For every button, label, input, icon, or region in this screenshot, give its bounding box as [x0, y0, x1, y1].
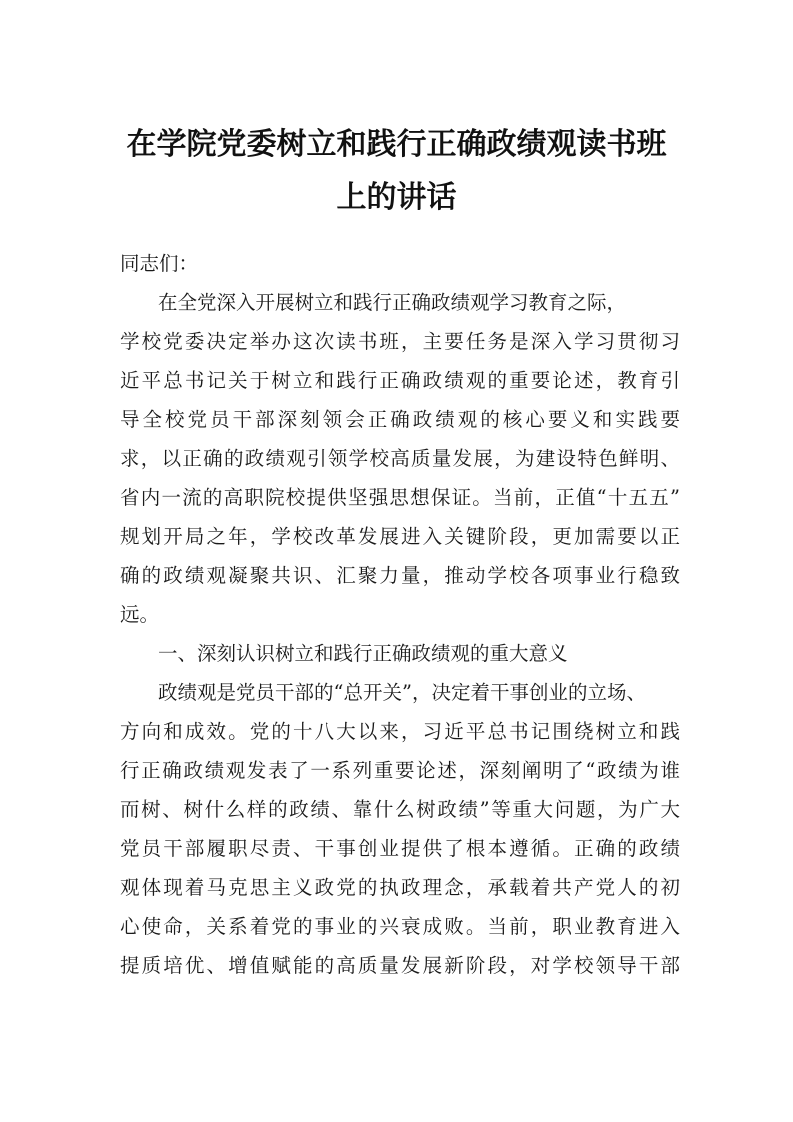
- paragraph-2-line-5: 党员干部履职尽责、干事创业提供了根本遵循。正确的政绩: [120, 837, 680, 860]
- paragraph-1-line-8: 确的政绩观凝聚共识、汇聚力量，推动学校各项事业行稳致: [120, 564, 680, 587]
- document-body: [120, 244, 680, 985]
- paragraph-1-line-1: 在全党深入开展树立和践行正确政绩观学习教育之际，: [158, 291, 627, 314]
- paragraph-1-line-5: 求，以正确的政绩观引领学校高质量发展，为建设特色鲜明、: [120, 447, 680, 470]
- title-line-1: 在学院党委树立和践行正确政绩观读书班: [126, 127, 667, 162]
- paragraph-2-line-8: 提质培优、增值赋能的高质量发展新阶段，对学校领导干部: [120, 954, 680, 977]
- section-heading-1: 一、深刻认识树立和践行正确政绩观的重大意义: [158, 642, 568, 665]
- paragraph-2-line-6: 观体现着马克思主义政党的执政理念，承载着共产党人的初: [120, 876, 680, 899]
- salutation: 同志们：: [120, 252, 199, 275]
- paragraph-2-line-1: 政绩观是党员干部的“总开关”，决定着干事创业的立场、: [158, 681, 646, 704]
- paragraph-1-line-2: 学校党委决定举办这次读书班，主要任务是深入学习贯彻习: [120, 330, 680, 353]
- paragraph-1-line-6: 省内一流的高职院校提供坚强思想保证。当前，正值“十五五”: [120, 486, 680, 509]
- title-line-2: 上的讲话: [336, 180, 457, 215]
- paragraph-1-line-9: 远。: [120, 603, 160, 626]
- paragraph-2-line-4: 而树、树什么样的政绩、靠什么树政绩”等重大问题，为广大: [120, 798, 680, 821]
- paragraph-1-line-7: 规划开局之年，学校改革发展进入关键阶段，更加需要以正: [120, 525, 680, 548]
- paragraph-2-line-3: 行正确政绩观发表了一系列重要论述，深刻阐明了“政绩为谁: [120, 759, 680, 782]
- paragraph-2-line-2: 方向和成效。党的十八大以来，习近平总书记围绕树立和践: [120, 720, 680, 743]
- document-title: [100, 118, 693, 224]
- paragraph-1-line-3: 近平总书记关于树立和践行正确政绩观的重要论述，教育引: [120, 369, 680, 392]
- paragraph-1-line-4: 导全校党员干部深刻领会正确政绩观的核心要义和实践要: [120, 408, 680, 431]
- paragraph-2-line-7: 心使命，关系着党的事业的兴衰成败。当前，职业教育进入: [120, 915, 680, 938]
